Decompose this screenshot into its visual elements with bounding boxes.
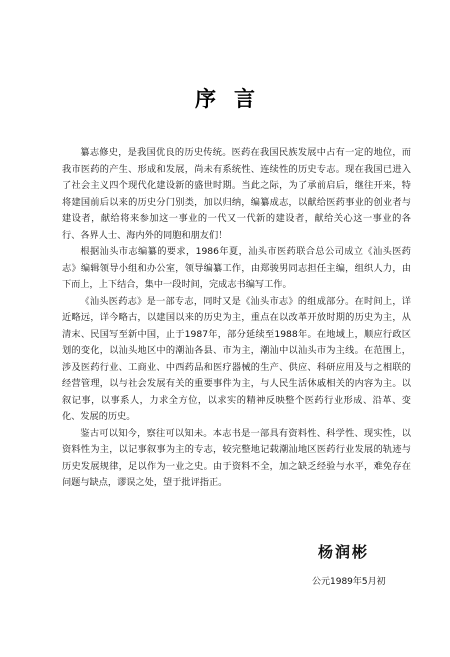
document-title: 序言 <box>195 86 273 111</box>
paragraph-4: 鉴古可以知今，察往可以知未。本志书是一部具有资料性、科学性、现实性，以资料性为主，以记事叙事为主的专志，较完整地记载潮汕地区医药行业发展的轨迹与历史发展规律，足以作为一业之史。由于资料不全，加之缺乏经验与水平，难免存在问题与缺点，谬误之处，望于批评指正。 <box>62 427 411 488</box>
paragraph-3: 《汕头医药志》是一部专志，同时又是《汕头市志》的组成部分。在时间上，详近略远，详今略古，以建国以来的历史为主，重点在以改革开放时期的历史为主，从清末、民国写至新中国，止于1987年，部分延续至1988年。在地域上，顺应行政区划的变化，以汕头地区中的潮汕各县、市为主，潮汕中以汕头市为主线。在范围上，涉及医药行业、工商业、中西药品和医疗器械的生产、供应、科研应用及与之相联的经营管理，以与社会发展有关的重要事件为主，与人民生活休戚相关的内容为主。以叙记事，以事系人，力求全方位，以求实的精神反映整个医药行业形成、沿革、变化、发展的历史。 <box>62 295 411 422</box>
paragraph-1: 纂志修史，是我国优良的历史传统。医药在我国民族发展中占有一定的地位，而我市医药的产生、形成和发展，尚未有系统性、连续性的历史专志。现在我国已进入了社会主义四个现代化建设新的盛世时期。当此之际，为了承前启后，继往开来，特将建国前后以来的历史分门别类，加以归纳，编纂成志，以献给医药事业的创业者与建设者，献给将来参加这一事业的一代又一代新的建设者，献给关心这一事业的各行、各界人士、海内外的同胞和朋友们！ <box>62 147 411 241</box>
signature-date: 公元1989年5月初 <box>312 577 386 587</box>
paragraph-2: 根据汕头市志编纂的要求，1986年夏，汕头市医药联合总公司成立《汕头医药志》编辑领导小组和办公室，领导编纂工作，由郑骏男同志担任主编，组织人力，由下而上，上下结合，集中一段时间，完成志书编写工作。 <box>62 246 411 290</box>
author-signature: 杨润彬 <box>318 543 370 561</box>
preface-body <box>62 145 411 492</box>
